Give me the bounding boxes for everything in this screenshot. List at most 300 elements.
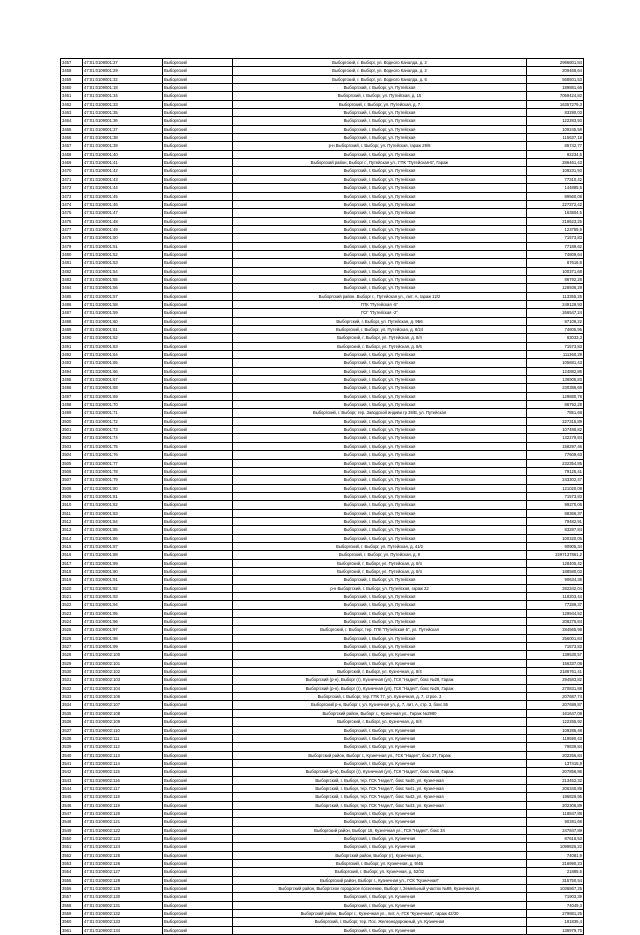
address-cell: Выборгский, г. Выборг, ул. Путейская	[233, 576, 527, 584]
district-cell: Выборгский	[163, 392, 233, 400]
cadastral-number-cell: 47:01:0109002:111	[83, 734, 163, 742]
address-cell: Выборгский, г. Выборг, ул. Путейская, д. 8/4	[233, 559, 527, 567]
cadastral-value-cell: 208275,84	[527, 618, 584, 626]
cadastral-value-cell: 284565,98	[527, 626, 584, 634]
cadastral-value-cell: 247847,89	[527, 826, 584, 834]
row-number-cell: 3467	[61, 142, 83, 150]
cadastral-number-cell: 47:01:0109001:79	[83, 476, 163, 484]
cadastral-number-cell: 47:01:0109002:129	[83, 885, 163, 893]
cadastral-number-cell: 47:01:0109001:51	[83, 242, 163, 250]
table-row	[61, 643, 584, 651]
row-number-cell: 3541	[61, 759, 83, 767]
district-cell: Выборгский	[163, 75, 233, 83]
table-row	[61, 426, 584, 434]
cadastral-number-cell: 47:01:0109001:36	[83, 117, 163, 125]
cadastral-value-cell: 188580,03	[527, 567, 584, 575]
cadastral-number-cell: 47:01:0109002:128	[83, 876, 163, 884]
cadastral-number-cell: 47:01:0109001:84	[83, 517, 163, 525]
cadastral-number-cell: 47:01:0109001:37	[83, 125, 163, 133]
cadastral-value-cell: 227315,89	[527, 417, 584, 425]
address-cell: Выборгский, г. Выборг, ул. Путейская, д. 15	[233, 92, 527, 100]
table-row	[61, 834, 584, 842]
address-cell: Выборгский, г. Выборг, ул. Путейская	[233, 250, 527, 258]
table-row	[61, 451, 584, 459]
address-cell: ГСГ "Путейская -2"	[233, 309, 527, 317]
cadastral-value-cell: 227372,42	[527, 200, 584, 208]
table-row	[61, 551, 584, 559]
table-row	[61, 200, 584, 208]
cadastral-value-cell: 136905,83	[527, 376, 584, 384]
table-row	[61, 167, 584, 175]
cadastral-value-cell: 124882,86	[527, 367, 584, 375]
table-row	[61, 392, 584, 400]
table-row	[61, 484, 584, 492]
cadastral-number-cell: 47:01:0109002:100	[83, 651, 163, 659]
district-cell: Выборгский	[163, 467, 233, 475]
district-cell: Выборгский	[163, 693, 233, 701]
cadastral-number-cell: 47:01:0109001:42	[83, 167, 163, 175]
district-cell: Выборгский	[163, 134, 233, 142]
table-row	[61, 100, 584, 108]
district-cell: Выборгский	[163, 910, 233, 918]
cadastral-number-cell: 47:01:0109001:49	[83, 225, 163, 233]
cadastral-number-cell: 47:01:0109001:58	[83, 300, 163, 308]
district-cell: Выборгский	[163, 209, 233, 217]
cadastral-number-cell: 47:01:0109001:54	[83, 267, 163, 275]
table-row	[61, 826, 584, 834]
row-number-cell: 3498	[61, 401, 83, 409]
cadastral-number-cell: 47:01:0109002:125	[83, 851, 163, 859]
cadastral-number-cell: 47:01:0109001:82	[83, 501, 163, 509]
row-number-cell: 3474	[61, 200, 83, 208]
district-cell: Выборгский	[163, 67, 233, 75]
cadastral-number-cell: 47:01:0109001:27	[83, 59, 163, 67]
table-row	[61, 609, 584, 617]
cadastral-number-cell: 47:01:0109001:34	[83, 92, 163, 100]
table-row	[61, 743, 584, 751]
district-cell: Выборгский	[163, 809, 233, 817]
row-number-cell: 3457	[61, 59, 83, 67]
table-row	[61, 709, 584, 717]
cadastral-number-cell: 47:01:0109002:126	[83, 860, 163, 868]
table-row	[61, 668, 584, 676]
table-row	[61, 751, 584, 759]
cadastral-number-cell: 47:01:0109001:78	[83, 467, 163, 475]
row-number-cell: 3524	[61, 618, 83, 626]
district-cell: Выборгский	[163, 893, 233, 901]
table-row	[61, 326, 584, 334]
table-row	[61, 509, 584, 517]
table-row	[61, 860, 584, 868]
address-cell: Выборгский, г. Выборг, ул. Кузнечная	[233, 843, 527, 851]
cadastral-value-cell: 90281,68	[527, 818, 584, 826]
row-number-cell: 3503	[61, 442, 83, 450]
district-cell: Выборгский	[163, 509, 233, 517]
table-row	[61, 417, 584, 425]
address-cell: Выборгский, г. Выборг, ул. Путейская	[233, 200, 527, 208]
address-cell: Выборгский, г. Выборг, ул. Путейская	[233, 601, 527, 609]
district-cell: Выборгский	[163, 659, 233, 667]
cadastral-number-cell: 47:01:0109001:70	[83, 401, 163, 409]
address-cell: Выборгский, г. Выборг, ул. Путейская, д. 8/24	[233, 326, 527, 334]
cadastral-number-cell: 47:01:0109002:118	[83, 793, 163, 801]
row-number-cell: 3471	[61, 175, 83, 183]
cadastral-number-cell: 47:01:0109002:104	[83, 684, 163, 692]
cadastral-value-cell: 77189,62	[527, 242, 584, 250]
row-number-cell: 3544	[61, 784, 83, 792]
district-cell: Выборгский	[163, 100, 233, 108]
district-cell: Выборгский	[163, 843, 233, 851]
row-number-cell: 3463	[61, 109, 83, 117]
cadastral-value-cell: 118847,88	[527, 809, 584, 817]
cadastral-value-cell: 122283,93	[527, 117, 584, 125]
cadastral-value-cell: 86792,28	[527, 401, 584, 409]
row-number-cell: 3550	[61, 834, 83, 842]
cadastral-number-cell: 47:01:0109002:108	[83, 709, 163, 717]
cadastral-number-cell: 47:01:0109001:83	[83, 509, 163, 517]
table-row	[61, 267, 584, 275]
table-row	[61, 142, 584, 150]
row-number-cell: 3523	[61, 609, 83, 617]
cadastral-value-cell: 213452,32	[527, 776, 584, 784]
row-number-cell: 3464	[61, 117, 83, 125]
table-row	[61, 501, 584, 509]
cadastral-number-cell: 47:01:0109002:116	[83, 776, 163, 784]
cadastral-number-cell: 47:01:0109002:120	[83, 809, 163, 817]
district-cell: Выборгский	[163, 109, 233, 117]
row-number-cell: 3496	[61, 384, 83, 392]
row-number-cell: 3536	[61, 718, 83, 726]
cadastral-number-cell: 47:01:0109001:94	[83, 601, 163, 609]
address-cell: Выборгский, г. Выборг, ул. Путейская	[233, 451, 527, 459]
cadastral-number-cell: 47:01:0109001:45	[83, 192, 163, 200]
table-row	[61, 776, 584, 784]
district-cell: Выборгский	[163, 359, 233, 367]
cadastral-value-cell: 218990,23	[527, 860, 584, 868]
row-number-cell: 3473	[61, 192, 83, 200]
row-number-cell: 3476	[61, 217, 83, 225]
address-cell: Выборгский, г. Выборг, ул. Путейская	[233, 492, 527, 500]
cadastral-value-cell: 83033,3	[527, 334, 584, 342]
address-cell: ГПК "Путейская -5"	[233, 300, 527, 308]
cadastral-value-cell: 282342,04	[527, 584, 584, 592]
table-row	[61, 734, 584, 742]
district-cell: Выборгский	[163, 317, 233, 325]
row-number-cell: 3538	[61, 734, 83, 742]
cadastral-value-cell: 266547,24	[527, 309, 584, 317]
cadastral-number-cell: 47:01:0109002:123	[83, 834, 163, 842]
district-cell: Выборгский	[163, 250, 233, 258]
cadastral-number-cell: 47:01:0109001:40	[83, 150, 163, 158]
district-cell: Выборгский	[163, 342, 233, 350]
address-cell: Выборгский, г. Выборг, ул. Кузнечная	[233, 926, 527, 934]
cadastral-value-cell: 79482,91	[527, 517, 584, 525]
cadastral-number-cell: 47:01:0109001:38	[83, 134, 163, 142]
row-number-cell: 3527	[61, 643, 83, 651]
row-number-cell: 3561	[61, 926, 83, 934]
address-cell: Выборгский, г. Выборг, ул. Кузнечная, д. 8/4	[233, 668, 527, 676]
cadastral-number-cell: 47:01:0109002:114	[83, 759, 163, 767]
cadastral-value-cell: 144885,5	[527, 184, 584, 192]
cadastral-value-cell: 128405,42	[527, 559, 584, 567]
cadastral-value-cell: 111360,29	[527, 351, 584, 359]
row-number-cell: 3559	[61, 910, 83, 918]
table-row	[61, 726, 584, 734]
row-number-cell: 3494	[61, 367, 83, 375]
row-number-cell: 3539	[61, 743, 83, 751]
table-row	[61, 684, 584, 692]
address-cell: Выборгский, г. Выборг, ул. Путейская, д. 41/2	[233, 542, 527, 550]
district-cell: Выборгский	[163, 492, 233, 500]
table-row	[61, 175, 584, 183]
address-cell: Выборгский, г. Выборг, тер. ГСК "Надел", бокс №42, ул. Кузнечная	[233, 793, 527, 801]
row-number-cell: 3531	[61, 676, 83, 684]
district-cell: Выборгский	[163, 701, 233, 709]
cadastral-value-cell: 79125,41	[527, 467, 584, 475]
table-row	[61, 801, 584, 809]
table-row	[61, 125, 584, 133]
address-cell: Выборгский, г. Выборг, ул. Путейская	[233, 84, 527, 92]
row-number-cell: 3552	[61, 851, 83, 859]
cadastral-value-cell: 74809,64	[527, 250, 584, 258]
cadastral-number-cell: 47:01:0109001:61	[83, 326, 163, 334]
cadastral-number-cell: 47:01:0109002:103	[83, 676, 163, 684]
district-cell: Выборгский	[163, 609, 233, 617]
address-cell: Выборгский, г. Выборг, ул. Путейская	[233, 392, 527, 400]
district-cell: Выборгский	[163, 784, 233, 792]
cadastral-value-cell: 129944,52	[527, 609, 584, 617]
address-cell: Выборгский (р-н), Выборг (г), Кузнечная (ул), ГСК "Надел", бокс №28, Гараж	[233, 676, 527, 684]
cadastral-number-cell: 47:01:0109001:32	[83, 75, 163, 83]
cadastral-value-cell: 1099826,22	[527, 843, 584, 851]
cadastral-number-cell: 47:01:0109002:122	[83, 826, 163, 834]
row-number-cell: 3459	[61, 75, 83, 83]
row-number-cell: 3485	[61, 292, 83, 300]
table-row	[61, 84, 584, 92]
cadastral-value-cell: 97109,22	[527, 317, 584, 325]
cadastral-value-cell: 86792,28	[527, 275, 584, 283]
cadastral-value-cell: 77609,63	[527, 451, 584, 459]
district-cell: Выборгский	[163, 776, 233, 784]
cadastral-value-cell: 71903,39	[527, 893, 584, 901]
table-row	[61, 868, 584, 876]
district-cell: Выборгский	[163, 818, 233, 826]
district-cell: Выборгский	[163, 618, 233, 626]
row-number-cell: 3551	[61, 843, 83, 851]
district-cell: Выборгский	[163, 175, 233, 183]
cadastral-number-cell: 47:01:0109001:64	[83, 351, 163, 359]
cadastral-value-cell: 218623,25	[527, 217, 584, 225]
row-number-cell: 3512	[61, 517, 83, 525]
row-number-cell: 3482	[61, 267, 83, 275]
district-cell: Выборгский	[163, 868, 233, 876]
address-cell: Выборгский, г. Выборг, ул. Кузнечная	[233, 659, 527, 667]
address-cell: Выборгский, г. Выборг, ул. Водного Каналда, д. 6	[233, 75, 527, 83]
district-cell: Выборгский	[163, 92, 233, 100]
district-cell: Выборгский	[163, 275, 233, 283]
table-row	[61, 300, 584, 308]
district-cell: Выборгский	[163, 300, 233, 308]
table-row	[61, 401, 584, 409]
cadastral-value-cell: 279881,25	[527, 910, 584, 918]
district-cell: Выборгский	[163, 876, 233, 884]
table-row	[61, 317, 584, 325]
cadastral-value-cell: 286461,43	[527, 159, 584, 167]
row-number-cell: 3466	[61, 134, 83, 142]
address-cell: Выборгский, г. Выборг, ул. Кузнечная, д. 9/4Б	[233, 860, 527, 868]
row-number-cell: 3493	[61, 359, 83, 367]
cadastral-number-cell: 47:01:0109002:121	[83, 818, 163, 826]
row-number-cell: 3502	[61, 434, 83, 442]
district-cell: Выборгский	[163, 484, 233, 492]
district-cell: Выборгский	[163, 593, 233, 601]
table-row	[61, 534, 584, 542]
cadastral-value-cell: 136979,75	[527, 926, 584, 934]
table-row	[61, 259, 584, 267]
address-cell: Выборгский, г. Выборг, ул. Кузнечная	[233, 809, 527, 817]
cadastral-value-cell: 90905,34	[527, 542, 584, 550]
table-row	[61, 209, 584, 217]
row-number-cell: 3515	[61, 542, 83, 550]
address-cell: р-н Выборгский, г. Выборг, ул. Путейская, гараж 29/8	[233, 142, 527, 150]
district-cell: Выборгский	[163, 626, 233, 634]
cadastral-value-cell: 71573,83	[527, 342, 584, 350]
table-row	[61, 926, 584, 934]
row-number-cell: 3461	[61, 92, 83, 100]
address-cell: Выборгский, г. Выборг, ул. Путейская	[233, 376, 527, 384]
row-number-cell: 3475	[61, 209, 83, 217]
cadastral-number-cell: 47:01:0109002:109	[83, 718, 163, 726]
address-cell: Выборгский, г. Выборг, ул. Путейская	[233, 109, 527, 117]
cadastral-number-cell: 47:01:0109001:66	[83, 367, 163, 375]
row-number-cell: 3488	[61, 317, 83, 325]
district-cell: Выборгский	[163, 576, 233, 584]
row-number-cell: 3518	[61, 567, 83, 575]
cadastral-value-cell: 189881,66	[527, 84, 584, 92]
cadastral-value-cell: 74081,9	[527, 851, 584, 859]
row-number-cell: 3481	[61, 259, 83, 267]
cadastral-value-cell: 137415,9	[527, 759, 584, 767]
address-cell: Выборгский, г. Выборг, ул. Путейская, д. 8/4	[233, 567, 527, 575]
table-row	[61, 559, 584, 567]
cadastral-number-cell: 47:01:0109001:97	[83, 626, 163, 634]
district-cell: Выборгский	[163, 526, 233, 534]
district-cell: Выборгский	[163, 351, 233, 359]
cadastral-value-cell: 294583,82	[527, 676, 584, 684]
row-number-cell: 3520	[61, 584, 83, 592]
table-row	[61, 150, 584, 158]
district-cell: Выборгский	[163, 125, 233, 133]
table-row	[61, 492, 584, 500]
address-cell: Выборгский, г. Выборг, ул. Кузнечная	[233, 893, 527, 901]
table-row	[61, 117, 584, 125]
table-row	[61, 184, 584, 192]
row-number-cell: 3483	[61, 275, 83, 283]
address-cell: Выборгский, г. Выборг, тер. ГСК "Надел", бокс №41, ул. Кузнечная	[233, 784, 527, 792]
table-row	[61, 651, 584, 659]
table-row	[61, 542, 584, 550]
cadastral-number-cell: 47:01:0109002:107	[83, 701, 163, 709]
row-number-cell: 3472	[61, 184, 83, 192]
table-row	[61, 476, 584, 484]
address-cell: Выборгский, г. Выборг, ул. Путейская	[233, 534, 527, 542]
cadastral-value-cell: 202306,89	[527, 801, 584, 809]
row-number-cell: 3478	[61, 234, 83, 242]
cadastral-number-cell: 47:01:0109001:29	[83, 67, 163, 75]
cadastral-value-cell: 71573,83	[527, 492, 584, 500]
district-cell: Выборгский	[163, 634, 233, 642]
district-cell: Выборгский	[163, 459, 233, 467]
district-cell: Выборгский	[163, 517, 233, 525]
address-cell: Выборгский, г. Выборг, ул. Путейская	[233, 284, 527, 292]
table-row	[61, 693, 584, 701]
table-row	[61, 876, 584, 884]
district-cell: Выборгский	[163, 167, 233, 175]
district-cell: Выборгский	[163, 84, 233, 92]
district-cell: Выборгский	[163, 901, 233, 909]
cadastral-number-cell: 47:01:0109002:119	[83, 801, 163, 809]
address-cell: Выборгский (р-н), Выборг (г), Кузнечная (ул), ГСК "Надел", бокс №49, Гараж	[233, 768, 527, 776]
cadastral-number-cell: 47:01:0109002:113	[83, 751, 163, 759]
address-cell: Выборгский, г. Выборг, тер. ГСК "Надел", бокс №43, ул. Кузнечная	[233, 801, 527, 809]
district-cell: Выборгский	[163, 434, 233, 442]
address-cell: Выборгский, г. Выборг, ул. Кузнечная	[233, 726, 527, 734]
cadastral-value-cell: 129880,78	[527, 392, 584, 400]
cadastral-number-cell: 47:01:0109001:86	[83, 534, 163, 542]
row-number-cell: 3489	[61, 326, 83, 334]
cadastral-value-cell: 568501,53	[527, 75, 584, 83]
district-cell: Выборгский	[163, 267, 233, 275]
district-cell: Выборгский	[163, 217, 233, 225]
table-row	[61, 409, 584, 417]
row-number-cell: 3486	[61, 300, 83, 308]
row-number-cell: 3556	[61, 885, 83, 893]
cadastral-value-cell: 122265,92	[527, 718, 584, 726]
row-number-cell: 3469	[61, 159, 83, 167]
district-cell: Выборгский	[163, 225, 233, 233]
address-cell: Выборгский р-н, Выборг г, ул. Кузнечная ул, д. 7, лит. А, стр. 3, бокс 55	[233, 701, 527, 709]
address-cell: Выборгский, г. Выборг, ул. Путейская	[233, 267, 527, 275]
cadastral-value-cell: 74049,3	[527, 901, 584, 909]
address-cell: Выборгский, г. Выборг, ул. Путейская	[233, 192, 527, 200]
cadastral-value-cell: 74805,95	[527, 326, 584, 334]
address-cell: Выборгский, г. Выборг, ул. Путейская, д. 9	[233, 551, 527, 559]
address-cell: Выборгский, г. Выборг, ул. Путейская	[233, 234, 527, 242]
table-row	[61, 784, 584, 792]
address-cell: Выборгский район, Выборг 16, Кузнечная ул., ГСК "Надел", бокс 34	[233, 826, 527, 834]
table-row	[61, 234, 584, 242]
cadastral-value-cell: 2297137861,2	[527, 551, 584, 559]
district-cell: Выборгский	[163, 918, 233, 926]
district-cell: Выборгский	[163, 684, 233, 692]
address-cell: Выборгский, г. Выборг, ул. Водного Каналда, д. 2	[233, 67, 527, 75]
address-cell: Выборгский, г. Выборг, ул. Путейская	[233, 476, 527, 484]
cadastral-value-cell: 132279,84	[527, 434, 584, 442]
row-number-cell: 3533	[61, 693, 83, 701]
district-cell: Выборгский	[163, 234, 233, 242]
table-row	[61, 918, 584, 926]
district-cell: Выборгский	[163, 734, 233, 742]
row-number-cell: 3529	[61, 659, 83, 667]
address-cell: Выборгский (р-н), Выборг (г), Кузнечная (ул), ГСК "Надел", бокс №26, Гараж	[233, 684, 527, 692]
row-number-cell: 3516	[61, 551, 83, 559]
district-cell: Выборгский	[163, 826, 233, 834]
district-cell: Выборгский	[163, 551, 233, 559]
row-number-cell: 3465	[61, 125, 83, 133]
row-number-cell: 3548	[61, 818, 83, 826]
district-cell: Выборгский	[163, 567, 233, 575]
cadastral-number-cell: 47:01:0109001:48	[83, 217, 163, 225]
